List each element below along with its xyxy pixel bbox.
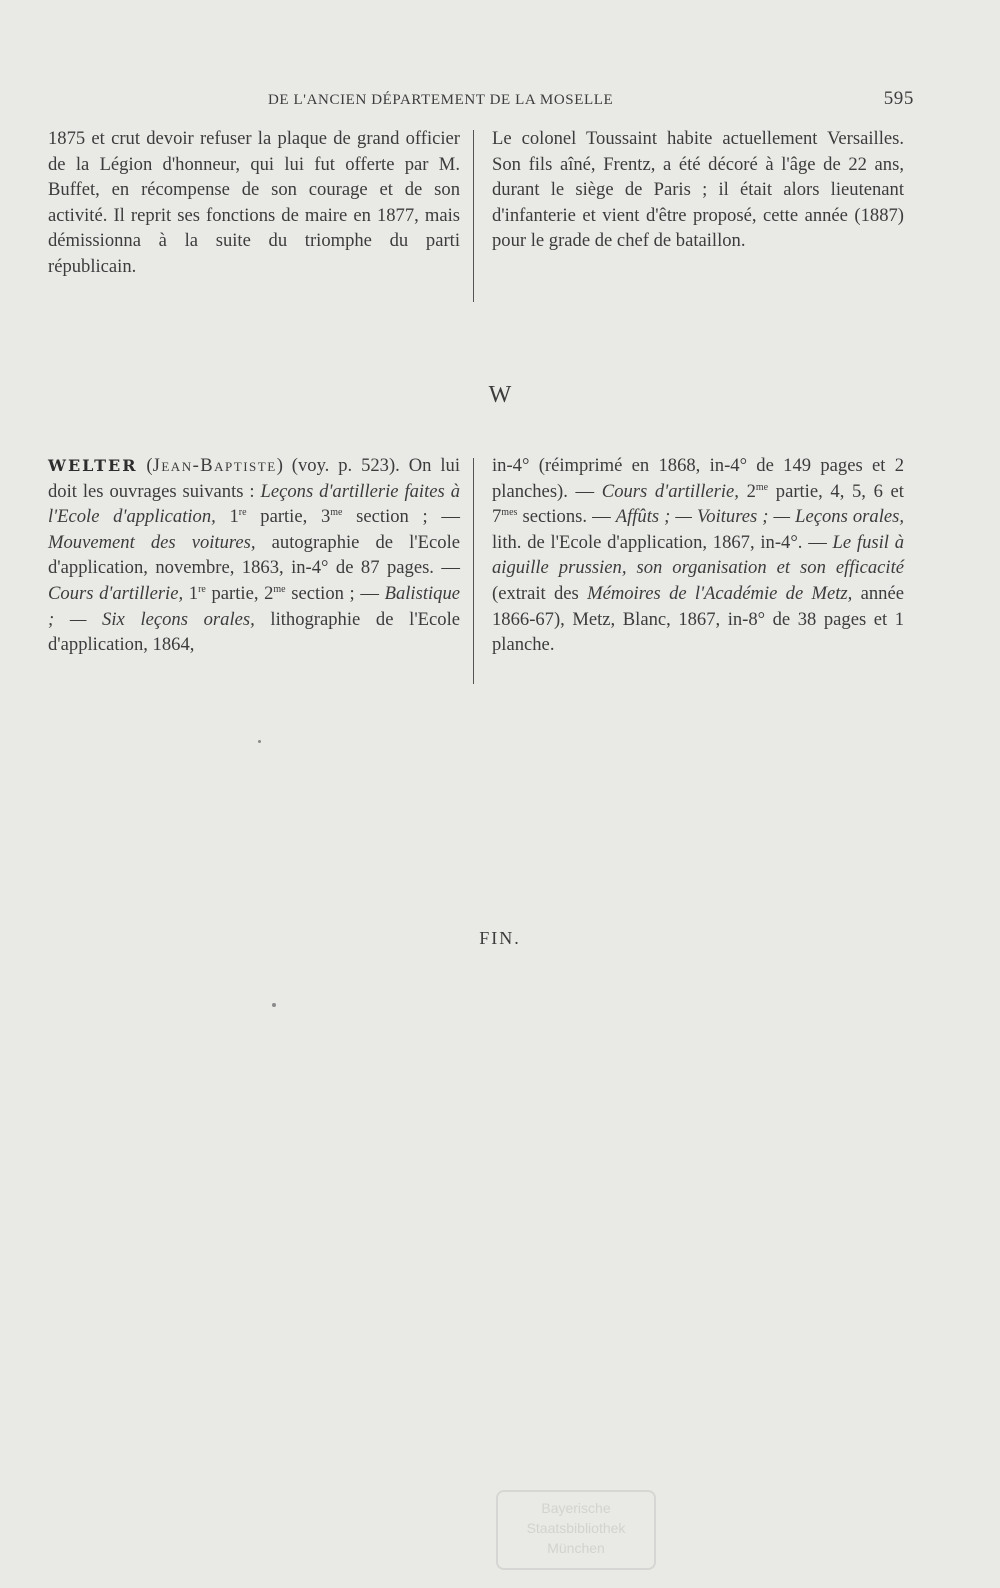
superscript: me [330,507,343,519]
section-letter: W [488,382,512,408]
ink-speck [272,1003,276,1007]
text-run: partie, 3 [246,506,331,528]
text-run: 2 [738,480,756,502]
entry-paragraph [492,453,904,658]
headword: WELTER [48,456,138,475]
text-run: 1 [215,506,239,528]
paragraph: Le colonel Toussaint habite actuellement Versailles. Son fils aîné, Frentz, a été décoré à l'âge de 22 ans, durant le siège de Paris ; il était alors lieutenant d'infanterie et vient d'être proposé, cette année (1887) pour le grade de chef de bataillon. [492,128,904,252]
work-title: Mouvement des voitures, [48,531,256,553]
entry-left-column [48,453,460,658]
text-run: partie, 2 [205,582,274,604]
text-run: section ; — [285,582,385,604]
paragraph: 1875 et crut devoir refuser la plaque de grand officier de la Légion d'honneur, qui lui fut offerte par M. Buffet, en récompense de son courage et de son activité. Il reprit ses fonctions de maire en 1877, mais démissionna à la suite du triomphe du parti républicain. [48,128,460,277]
text-run: ) (voy. p. 523). On lui doit les ouvrages suivants : [48,455,460,502]
work-title: Le fusil à aiguille prussien, son organisation et son efficacité [492,531,904,579]
superscript: re [198,583,206,595]
text-run: partie, 4, 5, 6 et 7 [492,480,904,528]
text-run: in-4° (réimprimé en 1868, in-4° de 149 pages et 2 planches). — [492,455,904,502]
page-header [48,88,914,116]
work-title: Cours d'artillerie, [48,582,184,604]
library-stamp [496,1490,656,1570]
work-title: Mémoires de l'Académie de Metz, [587,582,853,604]
fin-marker: FIN. [479,928,521,948]
text-run: année 1866-67), Metz, Blanc, 1867, in-8° de 38 pages et 1 planche. [492,582,904,656]
text-run: ( [137,455,153,476]
work-title: Balistique ; — Six leçons orales, [48,582,460,630]
page-number: 595 [883,88,914,109]
top-right-column [492,126,904,254]
work-title: Leçons d'artillerie faites à l'Ecole d'application, [48,480,460,528]
stamp-line: Bayerische [541,1500,611,1516]
text-run: autographie de l'Ecole d'application, novembre, 1863, in-4° de 87 pages. — [48,531,460,579]
superscript: me [755,481,769,493]
text-run: lith. de l'Ecole d'application, 1867, in-4°. — [492,531,833,553]
superscript: re [238,507,247,519]
work-title: Affûts ; — Voitures ; — Leçons orales, [615,506,904,528]
entry-right-column [492,453,904,658]
top-left-column [48,126,460,280]
superscript: mes [501,507,518,519]
text-run: sections. — [517,506,616,528]
work-title: Cours d'artillerie, [601,480,739,502]
ink-speck [258,740,261,743]
stamp-line: Staatsbibliothek [526,1520,626,1536]
running-title: DE L'ANCIEN DÉPARTEMENT DE LA MOSELLE [268,92,614,108]
text-run: (extrait des [492,582,588,604]
column-rule [473,130,474,302]
column-rule [473,458,474,684]
text-run: section ; — [342,506,460,528]
text-run: lithographie de l'Ecole d'application, 1864, [48,608,460,656]
stamp-line: München [547,1540,605,1556]
text-run: 1 [183,582,199,604]
superscript: me [273,583,286,595]
entry-paragraph [48,453,460,658]
given-name: Jean-Baptiste [152,455,277,476]
